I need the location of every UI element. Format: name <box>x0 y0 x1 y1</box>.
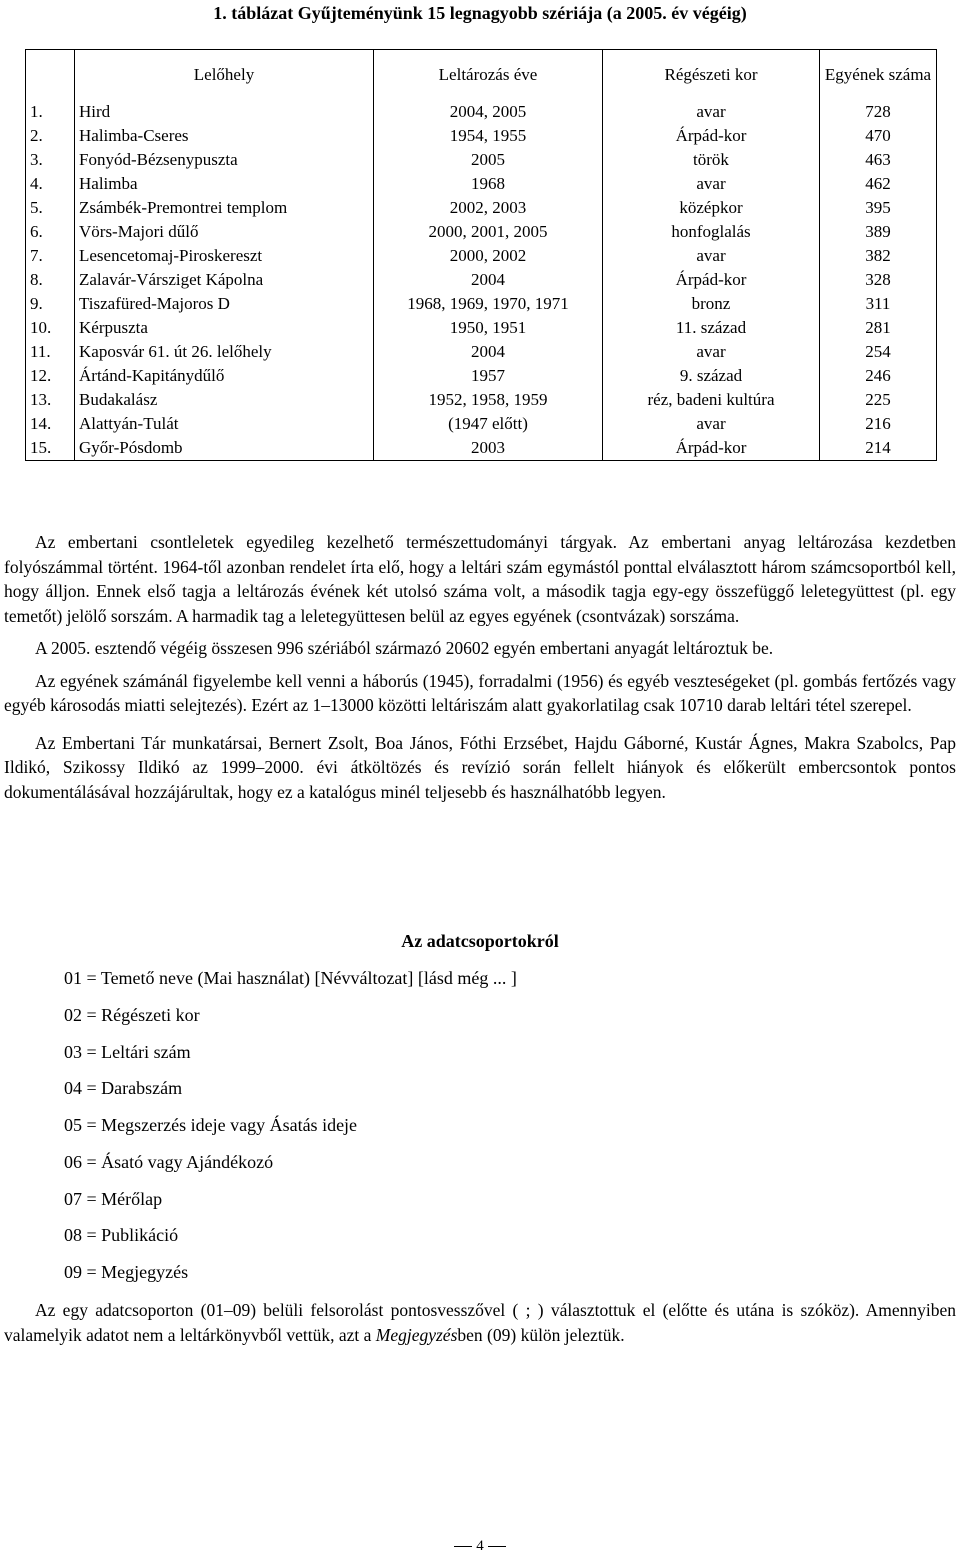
table-row <box>26 436 937 461</box>
table-row <box>26 124 937 148</box>
table-row <box>26 100 937 124</box>
code-item: 04 = Darabszám <box>64 1078 183 1098</box>
site-cell: Vörs-Majori dűlő <box>75 220 374 244</box>
age-cell: réz, badeni kultúra <box>603 388 820 412</box>
count-cell: 382 <box>820 244 937 268</box>
row-number: 6. <box>26 220 75 244</box>
year-cell: 1954, 1955 <box>374 124 603 148</box>
count-cell: 254 <box>820 340 937 364</box>
row-number: 15. <box>26 436 75 461</box>
age-cell: honfoglalás <box>603 220 820 244</box>
count-cell: 328 <box>820 268 937 292</box>
count-cell: 216 <box>820 412 937 436</box>
age-cell: Árpád-kor <box>603 124 820 148</box>
age-cell: avar <box>603 412 820 436</box>
year-cell: 2000, 2002 <box>374 244 603 268</box>
count-cell: 389 <box>820 220 937 244</box>
site-cell: Alattyán-Tulát <box>75 412 374 436</box>
code-item: 09 = Megjegyzés <box>64 1262 189 1282</box>
row-number: 13. <box>26 388 75 412</box>
row-number: 10. <box>26 316 75 340</box>
year-cell: 1968, 1969, 1970, 1971 <box>374 292 603 316</box>
page-number <box>0 1538 960 1555</box>
row-number: 1. <box>26 100 75 124</box>
row-number: 14. <box>26 412 75 436</box>
count-cell: 462 <box>820 172 937 196</box>
table-row <box>26 148 937 172</box>
site-cell: Kaposvár 61. út 26. lelőhely <box>75 340 374 364</box>
table-row <box>26 220 937 244</box>
site-cell: Halimba <box>75 172 374 196</box>
row-number: 5. <box>26 196 75 220</box>
year-cell: 1968 <box>374 172 603 196</box>
age-cell: 11. század <box>603 316 820 340</box>
separator-italic: Megjegyzés <box>375 1324 458 1345</box>
site-cell: Fonyód-Bézsenypuszta <box>75 148 374 172</box>
age-cell: középkor <box>603 196 820 220</box>
code-item: 01 = Temető neve (Mai használat) [Névváltozat] [lásd még ... ] <box>64 968 517 988</box>
paragraph-separator <box>4 1298 956 1347</box>
age-cell: avar <box>603 172 820 196</box>
year-cell: 2005 <box>374 148 603 172</box>
page-number-text: 4 <box>476 1538 484 1554</box>
page-dash-left <box>454 1546 472 1547</box>
site-cell: Lesencetomaj-Piroskereszt <box>75 244 374 268</box>
code-item: 03 = Leltári szám <box>64 1042 191 1062</box>
site-cell: Halimba-Cseres <box>75 124 374 148</box>
page-dash-right <box>488 1546 506 1547</box>
year-cell: 2003 <box>374 436 603 461</box>
age-cell: bronz <box>603 292 820 316</box>
age-cell: avar <box>603 100 820 124</box>
year-cell: 2004 <box>374 268 603 292</box>
site-cell: Zsámbék-Premontrei templom <box>75 196 374 220</box>
count-cell: 225 <box>820 388 937 412</box>
header-age: Régészeti kor <box>603 50 820 101</box>
year-cell: (1947 előtt) <box>374 412 603 436</box>
table-row <box>26 292 937 316</box>
paragraph-total: A 2005. esztendő végéig összesen 996 szériából származó 20602 egyén embertani anyagát leltároztuk be. <box>35 638 774 658</box>
year-cell: 2002, 2003 <box>374 196 603 220</box>
table-row <box>26 268 937 292</box>
year-cell: 2004, 2005 <box>374 100 603 124</box>
row-number: 3. <box>26 148 75 172</box>
paragraph-losses: Az egyének számánál figyelembe kell venni a háborús (1945), forradalmi (1956) és egyéb veszteségeket (pl. gombás fertőzés vagy egyéb károsodás miatti selejtezés). Ezért az 1–13000 közötti leltáriszám alatt gyakorlatilag csak 10710 darab leltári tétel szerepel. <box>4 670 956 715</box>
row-number: 8. <box>26 268 75 292</box>
code-item: 02 = Régészeti kor <box>64 1005 200 1025</box>
code-item: 08 = Publikáció <box>64 1225 179 1245</box>
age-cell: avar <box>603 340 820 364</box>
site-cell: Zalavár-Vársziget Kápolna <box>75 268 374 292</box>
count-cell: 463 <box>820 148 937 172</box>
series-table <box>25 49 937 461</box>
codes-heading: Az adatcsoportokról <box>401 931 559 951</box>
intro-text <box>4 530 956 804</box>
table-caption: 1. táblázat Gyűjteményünk 15 legnagyobb szériája (a 2005. év végéig) <box>213 3 747 23</box>
row-number: 11. <box>26 340 75 364</box>
site-cell: Hird <box>75 100 374 124</box>
row-number: 4. <box>26 172 75 196</box>
year-cell: 1950, 1951 <box>374 316 603 340</box>
site-cell: Győr-Pósdomb <box>75 436 374 461</box>
count-cell: 311 <box>820 292 937 316</box>
count-cell: 470 <box>820 124 937 148</box>
header-year: Leltározás éve <box>374 50 603 101</box>
header-count: Egyének száma <box>820 50 937 101</box>
count-cell: 281 <box>820 316 937 340</box>
row-number: 9. <box>26 292 75 316</box>
table-row <box>26 316 937 340</box>
table-body <box>26 100 937 461</box>
header-num <box>26 50 75 101</box>
code-item: 06 = Ásató vagy Ajándékozó <box>64 1152 274 1172</box>
paragraph-inventory: Az embertani csontleletek egyedileg kezelhető természettudományi tárgyak. Az embertani anyag leltározása kezdetben folyószámmal történt. 1964-től azonban rendelet írta elő, hogy a leltári szám egymástól ponttal elválasztott három számcsoportból kell, hogy álljon. Ennek első tagja a leltározás évének két utolsó száma volt, a második tagja egy-egy összefüggő leletegyüttest (pl. egy temetőt) jelölő sorszám. A harmadik tag a leletegyüttesen belül az egyes egyének (csontvázak) sorszáma. <box>4 532 956 626</box>
age-cell: Árpád-kor <box>603 268 820 292</box>
paragraph-acknowledgements: Az Embertani Tár munkatársai, Bernert Zsolt, Boa János, Fóthi Erzsébet, Hajdu Gáborné, Kustár Ágnes, Makra Szabolcs, Pap Ildikó, Szikossy Ildikó az 1999–2000. évi átköltözés és revízió során fellelt hiányok és előkerült embercsontok pontos dokumentálásával hozzájárultak, hogy ez a katalógus minél teljesebb és használhatóbb legyen. <box>4 732 956 802</box>
count-cell: 728 <box>820 100 937 124</box>
table-row <box>26 196 937 220</box>
row-number: 7. <box>26 244 75 268</box>
age-cell: avar <box>603 244 820 268</box>
row-number: 12. <box>26 364 75 388</box>
count-cell: 214 <box>820 436 937 461</box>
year-cell: 2000, 2001, 2005 <box>374 220 603 244</box>
header-site: Lelőhely <box>75 50 374 101</box>
code-item: 05 = Megszerzés ideje vagy Ásatás ideje <box>64 1115 358 1135</box>
table-row <box>26 388 937 412</box>
table-row <box>26 244 937 268</box>
code-item: 07 = Mérőlap <box>64 1189 163 1209</box>
year-cell: 2004 <box>374 340 603 364</box>
separator-note <box>4 1298 956 1347</box>
row-number: 2. <box>26 124 75 148</box>
age-cell: 9. század <box>603 364 820 388</box>
count-cell: 395 <box>820 196 937 220</box>
age-cell: török <box>603 148 820 172</box>
year-cell: 1957 <box>374 364 603 388</box>
table-row <box>26 364 937 388</box>
site-cell: Budakalász <box>75 388 374 412</box>
separator-text-end: ben (09) külön jeleztük. <box>457 1324 625 1345</box>
table-row <box>26 172 937 196</box>
separator-text: Az egy adatcsoporton (01–09) belüli felsorolást pontosvesszővel ( ; ) választottuk el (előtte és utána is szóköz). Amennyiben valamelyik adatot nem a leltárkönyvből vettük, azt a <box>4 1300 956 1345</box>
table-header-row <box>26 50 937 101</box>
count-cell: 246 <box>820 364 937 388</box>
age-cell: Árpád-kor <box>603 436 820 461</box>
table-row <box>26 412 937 436</box>
year-cell: 1952, 1958, 1959 <box>374 388 603 412</box>
site-cell: Ártánd-Kapitánydűlő <box>75 364 374 388</box>
table-row <box>26 340 937 364</box>
site-cell: Tiszafüred-Majoros D <box>75 292 374 316</box>
site-cell: Kérpuszta <box>75 316 374 340</box>
